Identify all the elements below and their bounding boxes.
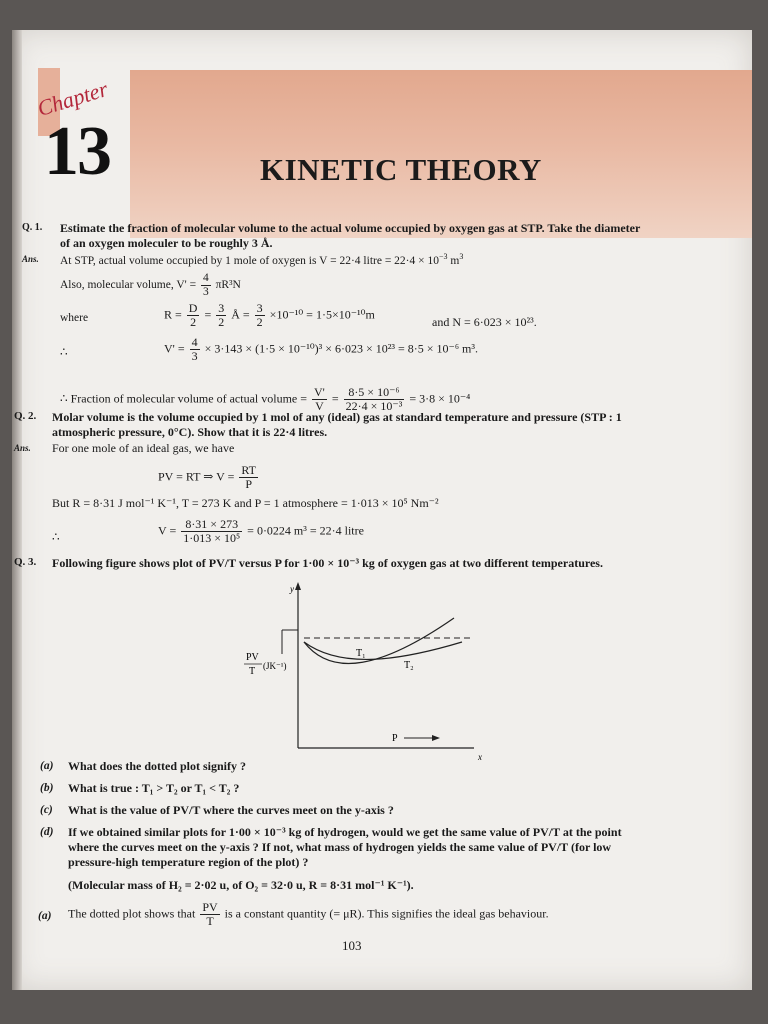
q3-part-d-line2: where the curves meet on the y-axis ? If not, what mass of hydrogen yields the same value of PV/T (for low [68, 840, 612, 854]
q1-answer-label: Ans. [22, 254, 39, 264]
q3-text: Following figure shows plot of PV/T versus P for 1·00 × 10⁻³ kg of oxygen gas at two different temperatures. [52, 556, 603, 570]
q2-pv-equation: PV = RT ⇒ V = $\frac{RT}{P}$ [158, 463, 256, 491]
q3-part-a-label: (a) [40, 760, 54, 772]
q3-part-b-text: What is true : T₁ > T₂ or T₁ < T₂ ? [68, 781, 240, 795]
q2-text-line2: atmospheric pressure, 0°C). Show that it is 22·4 litres. [52, 425, 328, 439]
q2-volume-equation: V = $\frac{8\cdot 31 \times 273}{\text{1·013 × 10⁵}}$ = 0·0224 m³ = 22·4 litre [158, 517, 364, 545]
x-axis-letter: x [478, 752, 482, 762]
curve-t1-label: T₁ [356, 648, 366, 659]
xlabel-arrow-head [432, 735, 440, 741]
q2-text-line1: Molar volume is the volume occupied by 1 mol of any (ideal) gas at standard temperature and pressure (STP : 1 [52, 410, 622, 424]
q3-part-a-text: What does the dotted plot signify ? [68, 759, 247, 773]
ylabel-unit: (JK⁻¹) [263, 661, 287, 671]
ylabel-numerator: PV [246, 652, 259, 663]
q3-part-c-text: What is the value of PV/T where the curves meet on the y-axis ? [68, 803, 394, 817]
q3-part-d-line1: If we obtained similar plots for 1·00 × 10⁻³ kg of hydrogen, would we get the same value of PV/T at the point [68, 825, 622, 839]
q1-vprime-equation: V' = $\frac{4}{3}$ × 3·143 × (1·5 × 10⁻¹⁰)³ × 6·023 × 10²³ = 8·5 × 10⁻⁶ m³. [164, 335, 478, 363]
q3-part-d-line3: pressure-high temperature region of the plot) ? [68, 855, 309, 869]
q3-part-c-label: (c) [40, 804, 53, 816]
q3-part-d-label: (d) [40, 826, 54, 838]
chapter-title: KINETIC THEORY [260, 152, 542, 187]
q1-where-label: where [60, 312, 89, 324]
q2-answer-label: Ans. [14, 443, 31, 453]
q3-answer-a-label: (a) [38, 910, 52, 922]
q3-part-b-label: (b) [40, 782, 54, 794]
q1-line1: At STP, actual volume occupied by 1 mole of oxygen is V = 22·4 litre = $22\cdot 4 \times 10^{-3}$ $m^3$ [60, 252, 464, 267]
q1-radius-equation: R = $\frac{D}{2}$ = $\frac{3}{2}$ Å = $\frac{3}{2}$ ×10⁻¹⁰ = 1·5×10⁻¹⁰m [164, 301, 375, 329]
page-number: 103 [342, 938, 362, 953]
curve-t2-label: T₂ [404, 660, 414, 671]
q3-answer-a-text: The dotted plot shows that $\frac{PV}{T}$ is a constant quantity (= μR). This signifies the ideal gas behaviour. [68, 900, 549, 928]
q3-molecular-masses: (Molecular mass of H₂ = 2·02 u, of O₂ = 32·0 u, R = 8·31 mol⁻¹ K⁻¹). [68, 878, 414, 892]
page-spine [12, 30, 22, 990]
xlabel: P [392, 733, 398, 744]
q3-number: Q. 3. [14, 556, 37, 568]
y-axis-letter: y [290, 584, 294, 594]
curve-t1 [304, 618, 454, 664]
y-axis-arrow [295, 582, 301, 590]
q1-text-line1: Estimate the fraction of molecular volume to the actual volume occupied by oxygen gas at STP. Take the diameter [60, 221, 641, 235]
q2-number: Q. 2. [14, 410, 37, 422]
q2-therefore: ∴ [52, 530, 60, 544]
chapter-word: Chapter [34, 76, 111, 122]
q2-line1: For one mole of an ideal gas, we have [52, 441, 235, 455]
q1-molecular-volume: Also, molecular volume, V' = $\frac{4}{3}$ πR³N [60, 272, 241, 298]
q2-constants: But R = 8·31 J mol⁻¹ K⁻¹, T = 273 K and P = 1 atmosphere = 1·013 × 10⁵ Nm⁻² [52, 496, 439, 510]
q1-text-line2: of an oxygen moleculer to be roughly 3 Å. [60, 236, 273, 250]
q1-avogadro: and N = 6·023 × 10²³. [432, 315, 537, 329]
q1-fraction-equation: ∴ Fraction of molecular volume of actual volume = $\frac{V'}{V}$ = $\frac{\text{8·5 × 10⁻⁶}}{\text{22·4 × 10⁻³}}$ = 3·8 × 10⁻⁴ [60, 385, 471, 413]
ylabel-denominator: T [249, 666, 256, 677]
book-page [12, 30, 752, 990]
q1-therefore: ∴ [60, 345, 68, 359]
chapter-number: 13 [44, 113, 110, 190]
pv-t-graph [222, 578, 482, 763]
q1-number: Q. 1. [22, 222, 43, 233]
